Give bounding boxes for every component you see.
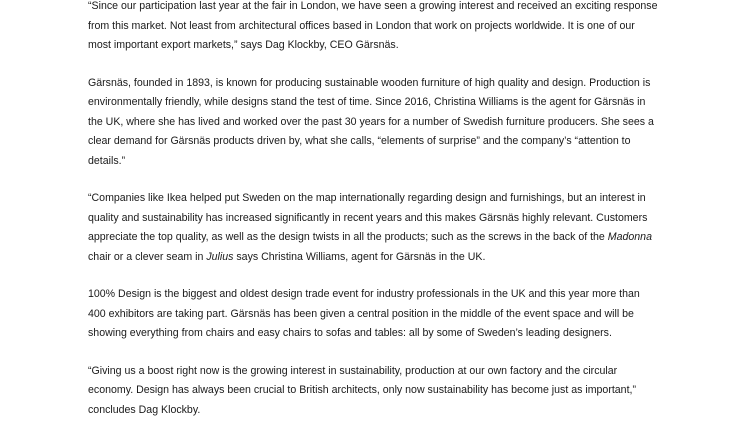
- text-line: most important export markets,” says Dag Klockby, CEO Gärsnäs.: [88, 39, 399, 51]
- text-segment: chair or a clever seam in: [88, 250, 207, 263]
- product-name-julius: Julius: [206, 250, 234, 263]
- paragraph-closing-quote: [88, 362, 688, 421]
- document-page: [88, 0, 688, 438]
- text-line: the UK, where she has lived and worked over the past 30 years for a number of Swedish furniture producers. She sees a: [88, 115, 654, 128]
- paragraph-company-background: [88, 74, 688, 172]
- paragraph-event-info: [88, 285, 688, 344]
- text-line: “Giving us a boost right now is the growing interest in sustainability, production at our own factory and the circular: [88, 364, 618, 377]
- text-line: “Companies like Ikea helped put Sweden on the map internationally regarding design and furnishings, but an interest in: [88, 192, 646, 204]
- text-line: concludes Dag Klockby.: [88, 403, 201, 416]
- paragraph-agent-quote: [88, 189, 688, 267]
- paragraph-ceo-quote: [88, 0, 688, 56]
- text-line: [88, 248, 688, 268]
- text-line: quality and sustainability has increased significantly in recent years and this makes Gärsnäs highly relevant. Customers: [88, 211, 648, 224]
- text-line: 400 exhibitors are taking part. Gärsnäs has been given a central position in the middle of the event space and will be: [88, 307, 634, 320]
- text-line: from this market. Not least from architectural offices based in London that work on projects worldwide. It is one of our: [88, 19, 635, 32]
- text-line: Gärsnäs, founded in 1893, is known for producing sustainable wooden furniture of high quality and design. Production is: [88, 76, 651, 89]
- text-line: “Since our participation last year at the fair in London, we have seen a growing interest and received an exciting response: [88, 0, 658, 12]
- text-line: 100% Design is the biggest and oldest design trade event for industry professionals in the UK and this year more than: [88, 288, 640, 300]
- text-line: economy. Design has always been crucial to British architects, only now sustainability has become just as important,”: [88, 384, 636, 396]
- text-line: [88, 228, 688, 248]
- text-line: details.”: [88, 154, 126, 167]
- text-line: showing everything from chairs and easy chairs to sofas and tables: all by some of Sweden’s leading designers.: [88, 327, 612, 339]
- text-line: environmentally friendly, while designs stand the test of time. Since 2016, Christina Williams is the agent for Gärsnäs in: [88, 96, 646, 108]
- product-name-madonna: Madonna: [607, 231, 652, 243]
- text-segment: appreciate the top quality, as well as the design twists in all the products; such as the screws in the back of the: [88, 231, 608, 243]
- text-line: clear demand for Gärsnäs products driven by, what she calls, “elements of surprise” and the company’s “attention to: [88, 135, 631, 147]
- text-segment: says Christina Williams, agent for Gärsnäs in the UK.: [233, 250, 486, 263]
